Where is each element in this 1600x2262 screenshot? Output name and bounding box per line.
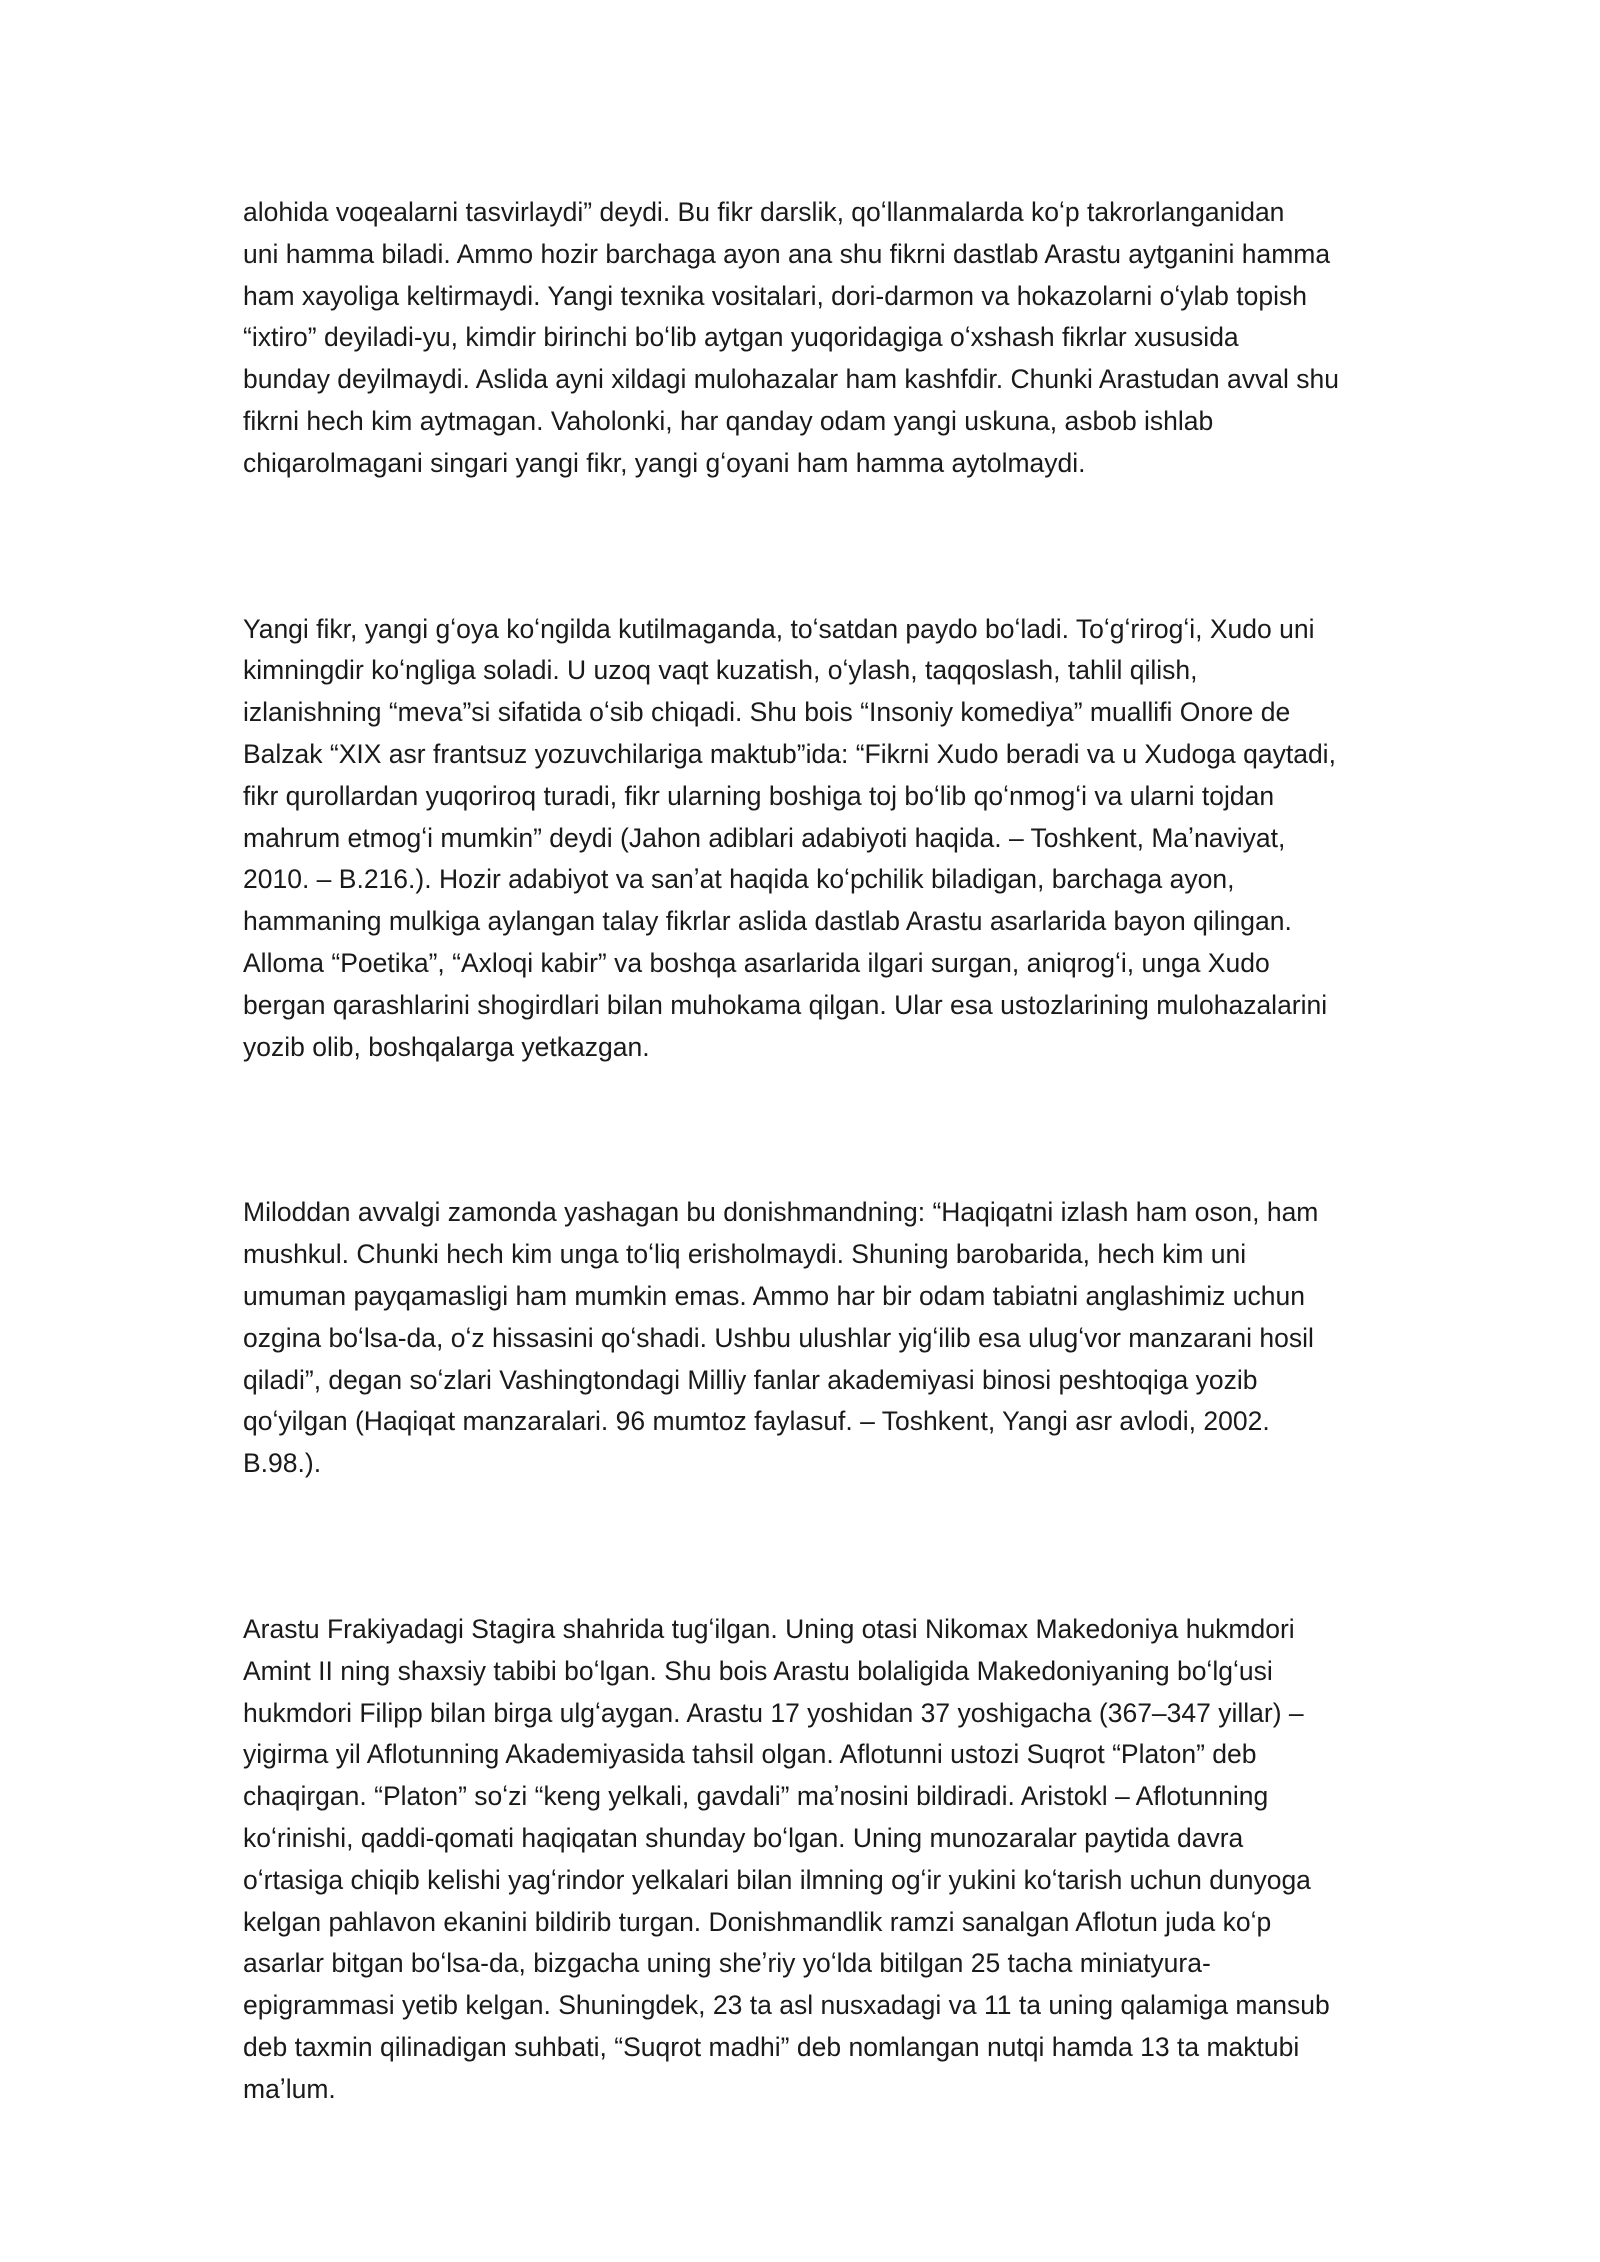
document-body (243, 192, 1373, 2110)
paragraph-3: Miloddan avvalgi zamonda yashagan bu donishmandning: “Haqiqatni izlash ham oson, ham mushkul. Chunki hech kim unga toʻliq erisholmaydi. Shuning barobarida, hech kim uni umuman payqamasligi ham mumkin emas. Ammo har bir odam tabiatni anglashimiz uchun ozgina boʻlsa-da, oʻz hissasini qoʻshadi. Ushbu ulushlar yigʻilib esa ulugʻvor manzarani hosil qiladi”, degan soʻzlari Vashingtondagi Milliy fanlar akademiyasi binosi peshtoqiga yozib qoʻyilgan (Haqiqat manzaralari. 96 mumtoz faylasuf. – Toshkent, Yangi asr avlodi, 2002. B.98.). (243, 1197, 1319, 1479)
paragraph-1: alohida voqealarni tasvirlaydi” deydi. Bu fikr darslik, qoʻllanmalarda koʻp takrorlanganidan uni hamma biladi. Ammo hozir barchaga ayon ana shu fikrni dastlab Arastu aytganini hamma ham xayoliga keltirmaydi. Yangi texnika vositalari, dori-darmon va hokazolarni oʻylab topish “ixtiro” deyiladi-yu, kimdir birinchi boʻlib aytgan yuqoridagiga oʻxshash fikrlar xususida bunday deyilmaydi. Aslida ayni xildagi mulohazalar ham kashfdir. Chunki Arastudan avval shu fikrni hech kim aytmagan. Vaholonki, har qanday odam yangi uskuna, asbob ishlab chiqarolmagani singari yangi fikr, yangi gʻoyani ham hamma aytolmaydi. (243, 197, 1339, 478)
paragraph-4: Arastu Frakiyadagi Stagira shahrida tugʻilgan. Uning otasi Nikomax Makedoniya hukmdori Amint II ning shaxsiy tabibi boʻlgan. Shu bois Arastu bolaligida Makedoniyaning boʻlgʻusi hukmdori Filipp bilan birga ulgʻaygan. Arastu 17 yoshidan 37 yoshigacha (367–347 yillar) – yigirma yil Aflotunning Akademiyasida tahsil olgan. Aflotunni ustozi Suqrot “Platon” deb chaqirgan. “Platon” soʻzi “keng yelkali, gavdali” maʼnosini bildiradi. Aristokl – Aflotunning koʻrinishi, qaddi-qomati haqiqatan shunday boʻlgan. Uning munozaralar paytida davra oʻrtasiga chiqib kelishi yagʻrindor yelkalari bilan ilmning ogʻir yukini koʻtarish uchun dunyoga kelgan pahlavon ekanini bildirib turgan. Donishmandlik ramzi sanalgan Aflotun juda koʻp asarlar bitgan boʻlsa-da, bizgacha uning sheʼriy yoʻlda bitilgan 25 tacha miniatyura- epigrammasi yetib kelgan. Shuningdek, 23 ta asl nusxadagi va 11 ta uning qalamiga mansub deb taxmin qilinadigan suhbati, “Suqrot madhi” deb nomlangan nutqi hamda 13 ta maktubi maʼlum. (243, 1613, 1330, 2104)
paragraph-2: Yangi fikr, yangi gʻoya koʻngilda kutilmaganda, toʻsatdan paydo boʻladi. Toʻgʻrirogʻi, Xudo uni kimningdir koʻngliga soladi. U uzoq vaqt kuzatish, oʻylash, taqqoslash, tahlil qilish, izlanishning “meva”si sifatida oʻsib chiqadi. Shu bois “Insoniy komediya” muallifi Onore de Balzak “XIX asr frantsuz yozuvchilariga maktub”ida: “Fikrni Xudo beradi va u Xudoga qaytadi, fikr qurollardan yuqoriroq turadi, fikr ularning boshiga toj boʻlib qoʻnmogʻi va ularni tojdan mahrum etmogʻi mumkin” deydi (Jahon adiblari adabiyoti haqida. – Toshkent, Maʼnaviyat, 2010. – B.216.). Hozir adabiyot va sanʼat haqida koʻpchilik biladigan, barchaga ayon, hammaning mulkiga aylangan talay fikrlar aslida dastlab Arastu asarlarida bayon qilingan. Alloma “Poetika”, “Axloqi kabir” va boshqa asarlarida ilgari surgan, aniqrogʻi, unga Xudo bergan qarashlarini shogirdlari bilan muhokama qilgan. Ular esa ustozlarining mulohazalarini yozib olib, boshqalarga yetkazgan. (243, 613, 1336, 1062)
